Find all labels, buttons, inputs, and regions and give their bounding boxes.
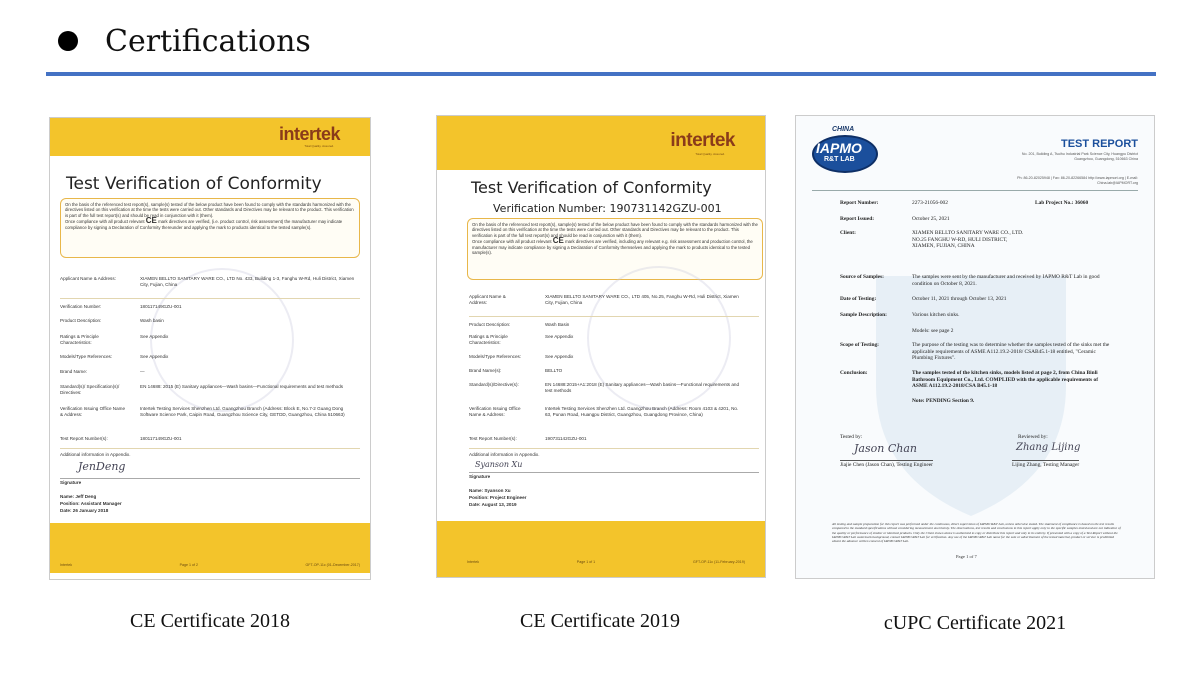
field-value: See Appendix: [545, 354, 574, 359]
disclaimer: All testing and sample preparation for this report was performed under the continuous, direct supervision of IAPMO R&T Lab, unless otherwise stated. The statement of compliance is based on the test results compared to the standard specifications without considering measurement uncertainty. The observations, test results and conclusions in this report apply only to the specific samples tested and are not indicative of the quality or performance of similar or identical products. Only the Client shown above is authorized to copy or distribute this report and only in its entirety. If presented with a copy of a Test Report without the IAPMO R&T Lab watermark background, contact IAPMO R&T Lab for verification. Any use of the IAPMO R&T Lab name for the sale or advertisement of the tested material, product or service is prohibited absent the advance written consent of IAPMO R&T Lab.: [832, 522, 1121, 544]
bullet-icon: [58, 31, 78, 51]
page-number: Page 1 of 1: [576, 560, 596, 564]
field-value: 180117149GZU-001: [140, 304, 182, 309]
signatures: [840, 434, 1130, 484]
field-value: XIAMEN BELLTO SANITARY WARE CO., LTD 405, No.25, Fanghu W-Rd, Huli District, Xiamen City, Fujian, China: [545, 294, 739, 305]
row-value: 2273-21056-002: [912, 200, 948, 206]
row-value: The samples tested of the kitchen sinks, models listed at page 2, from China Binli Bathroom Equipment Co., Ltd. COMPLIED with the applicable requirements of ASME A112.19.2-2018/CSA B45.1-18: [912, 370, 1098, 390]
intro-prefix: Once compliance with all product relevant: [472, 239, 552, 245]
signature-block: [60, 458, 360, 528]
report-details: [840, 200, 1140, 430]
row-label: Scope of Testing:: [840, 342, 879, 348]
signature-block: [469, 456, 759, 526]
page-number: Page 1 of 2: [179, 563, 198, 567]
intro-text: On the basis of the referenced test report(s), sample(s) tested of the below product have been found to comply with the standards harmonized with the directives listed on this verification at the time the tests were carried out. Other standards and Directives may be relevant to the product. This verification is part of the full test report(s) and should be read in conjunction with it (them).: [472, 222, 758, 238]
intro-text-2: mark directives are verified, (i.e. product control, risk assessment) the manufacturer may indicate compliance by signing a Declaration of Conformity thereunder and applying the mark to products identical to the tested sample(s).: [65, 219, 343, 230]
field-value: —: [140, 369, 145, 374]
field-label: Test Report Number(s):: [60, 436, 108, 441]
reviewed-by-label: Reviewed by:: [1018, 434, 1048, 440]
field-list: [60, 268, 360, 468]
row-value: Various kitchen sinks.: [912, 312, 960, 318]
intro-box: [60, 198, 360, 258]
caption-ce-2018: CE Certificate 2018: [130, 610, 290, 632]
signature-label: Signature: [469, 474, 491, 479]
footer-band: [437, 521, 765, 577]
signature-image: JenDeng: [78, 460, 126, 473]
signature-label: Signature: [60, 480, 82, 485]
row-label: Source of Samples:: [840, 274, 884, 280]
field-label: Ratings & Principle Characteristics:: [60, 334, 99, 345]
signer-name: Name: Jeff Deng: [60, 494, 97, 499]
lab-project-number: Lab Project No.: 36060: [1035, 200, 1089, 206]
row-label: Sample Description:: [840, 312, 887, 318]
signer-position: Position: Project Engineer: [469, 495, 527, 500]
lab-contact: Ph: 86-20-82025948 | Fax: 86-20-82266584 http://www.iapmort.org | E-mail: China.lab@IAPMORT.org: [1017, 176, 1138, 185]
tested-by-signature: Jason Chan: [854, 442, 917, 455]
row-value: XIAMEN BELLTO SANITARY WARE CO., LTD. NO.25 FANGHU W-RD, HULI DISTRICT, XIAMEN, FUJIAN, CHINA: [912, 230, 1024, 250]
field-value: See Appendix: [140, 334, 169, 339]
caption-cupc-2021: cUPC Certificate 2021: [883, 612, 1067, 634]
field-value: XIAMEN BELLTO SANITARY WARE CO., LTD No. 433, Building 1-3, Fanghu W-Rd, Huli District, Xiamen City, Fujian, China: [140, 276, 355, 287]
intro-box: [467, 218, 763, 280]
field-value: See Appendix: [140, 354, 169, 359]
row-label: Report Number:: [840, 200, 879, 206]
certificate-title: Test Verification of Conformity: [471, 178, 712, 197]
field-label: Test Report Number(s):: [469, 436, 517, 441]
row-label: Client:: [840, 230, 856, 236]
field-value: Wash basin: [140, 318, 164, 323]
form-number: GFT-OP-11c (01-December-2017): [305, 563, 360, 567]
field-value: 190731142GZU-001: [545, 436, 587, 441]
field-label: Models/Type References:: [60, 354, 113, 359]
logo-china-text: CHINA: [832, 126, 855, 133]
divider: [60, 478, 360, 479]
signer-name: Name: Syanson Xu: [469, 488, 511, 493]
signature-image: Syanson Xu: [475, 460, 523, 469]
row-value: Models: see page 2: [912, 328, 954, 334]
sign-date: Date: 26 January 2018: [60, 508, 109, 513]
divider: [812, 190, 1138, 191]
field-label: Applicant Name & Address:: [60, 276, 116, 281]
field-label: Standard(s)/Directive(s):: [469, 382, 519, 387]
field-label: Brand Name:: [60, 369, 88, 374]
intertek-logo: intertek: [278, 124, 340, 144]
footer-company: Intertek: [467, 560, 479, 564]
footer-company: Intertek: [60, 563, 72, 567]
field-list: [469, 290, 759, 480]
field-value: Intertek Testing Services Shenzhen Ltd. Guangzhou Branch (Address: Room 4103 & 4201, No. 63, Punan Road, Huangpu District, Guangzhou, Guangdong Province, China): [545, 406, 739, 417]
footer-row: [467, 560, 745, 564]
row-value: The purpose of the testing was to determine whether the samples tested of the sinks met the applicable requirements of ASME A112.19.2-2018/ CSAB45.1-18 entitled, "Ceramic Plumbing Fixtures".: [912, 342, 1110, 362]
field-label: Product Description:: [469, 322, 511, 327]
tested-by-name: Jiajie Chen (Jason Chan), Testing Engineer: [840, 462, 933, 468]
divider: [60, 448, 360, 449]
field-label: Verification Issuing Office Name & Address:: [469, 406, 521, 417]
reviewed-by-signature: Zhang Lijing: [1016, 442, 1081, 453]
certificate-title: Test Verification of Conformity: [66, 174, 322, 194]
field-value: EN 14688:2015+A1:2018 (E) Sanitary appliances—Wash basins—Functional requirements and test methods: [545, 382, 740, 393]
row-value: The samples were sent by the manufacturer and received by IAPMO R&T Lab in good condition on October 8, 2021.: [912, 274, 1100, 287]
intertek-logo: intertek: [670, 130, 735, 151]
logo-main-text: IAPMO: [816, 140, 862, 156]
field-label: Verification Number:: [60, 304, 102, 309]
report-title: TEST REPORT: [1060, 138, 1138, 150]
certificate-cupc-2021: [796, 116, 1154, 578]
row-label: Conclusion:: [840, 370, 868, 376]
row-label: Report Issued:: [840, 216, 874, 222]
certificate-ce-2019: [437, 116, 765, 577]
field-label: Ratings & Principle Characteristics:: [469, 334, 508, 345]
field-label: Models/Type References:: [469, 354, 522, 359]
divider: [469, 448, 759, 449]
field-label: Product Description:: [60, 318, 102, 323]
tested-by-label: Tested by:: [840, 434, 863, 440]
logo-sub-text: R&T LAB: [824, 156, 855, 163]
additional-info: Additional information in Appendix.: [60, 452, 131, 457]
field-value: Wash Basin: [545, 322, 570, 327]
intro-text: On the basis of the referenced test report(s), sample(s) tested of the below product have been found to comply with the standards harmonized with the directives listed on this verification at the time the tests were carried out. Other standards and Directives may be relevant to the product. This verification is part of the full test report(s) and should be read in conjunction with it (them).: [65, 202, 354, 218]
sign-date: Date: August 13, 2019: [469, 502, 517, 507]
page-title: Certifications: [105, 23, 311, 59]
field-value: EN 14688: 2015 (E) Sanitary appliances—Wash basins—Functional requirements and test methods: [140, 384, 344, 389]
form-number: GFT-OP-11c (11-February-2019): [692, 560, 745, 564]
row-label: Date of Testing:: [840, 296, 877, 302]
field-label: Verification Issuing Office Name & Address:: [60, 406, 126, 417]
footer-row: [60, 563, 360, 567]
certificate-ce-2018: [50, 118, 370, 579]
divider: [469, 316, 759, 317]
intro-text-2: mark directives are verified, including any relevant e.g. risk assessment and production control, the manufacturer may indicate compliance by signing a Declaration of Conformity themselves and applying the mark to products identical to the tested sample(s).: [472, 239, 753, 256]
logo-tagline: Total Quality. Assured.: [695, 152, 725, 156]
field-label: Applicant Name & Address:: [469, 294, 506, 305]
row-value: Note: PENDING Section 9.: [912, 398, 975, 404]
additional-info: Additional information in Appendix.: [469, 452, 540, 457]
ce-mark-icon: CE: [145, 216, 157, 226]
field-row: [60, 276, 360, 290]
logo-tagline: Total Quality. Assured.: [304, 144, 334, 148]
signer-position: Position: Assistant Manager: [60, 501, 122, 506]
iapmo-logo: [812, 126, 882, 174]
field-value: 180117149GZU-001: [140, 436, 182, 441]
caption-ce-2019: CE Certificate 2019: [520, 610, 680, 632]
field-value: Intertek Testing Services Shenzhen Ltd. Guangzhou Branch (Address: Block E, No.7-2 Guang Dong Software Science Park, Caipin Road, Guangzhou Science City, GETDD, Guangzhou, China 510663): [140, 406, 345, 417]
row-value: October 11, 2021 through October 13, 2021: [912, 296, 1007, 302]
field-value: BELLTO: [545, 368, 563, 373]
field-label: Standard(s)/ Specification(s)/ Directives:: [60, 384, 120, 395]
field-label: Brand Name(s):: [469, 368, 502, 373]
verification-number: Verification Number: 190731142GZU-001: [493, 202, 722, 215]
intro-prefix: Once compliance with all product relevant: [65, 219, 145, 225]
header-divider: [46, 72, 1156, 76]
lab-address: No. 201, Building A, Tsuihu Industrial Park Science City, Huangpu District Guangzhou, Guangdong, 510663 China: [1021, 152, 1138, 161]
row-value: October 25, 2021: [912, 216, 950, 222]
section-header: [58, 20, 311, 62]
divider: [60, 298, 360, 299]
page-number: Page 1 of 7: [956, 554, 977, 559]
ce-mark-icon: CE: [552, 236, 564, 246]
reviewed-by-name: Lijing Zhang, Testing Manager: [1012, 462, 1080, 468]
field-value: See Appendix: [545, 334, 574, 339]
divider: [469, 472, 759, 473]
